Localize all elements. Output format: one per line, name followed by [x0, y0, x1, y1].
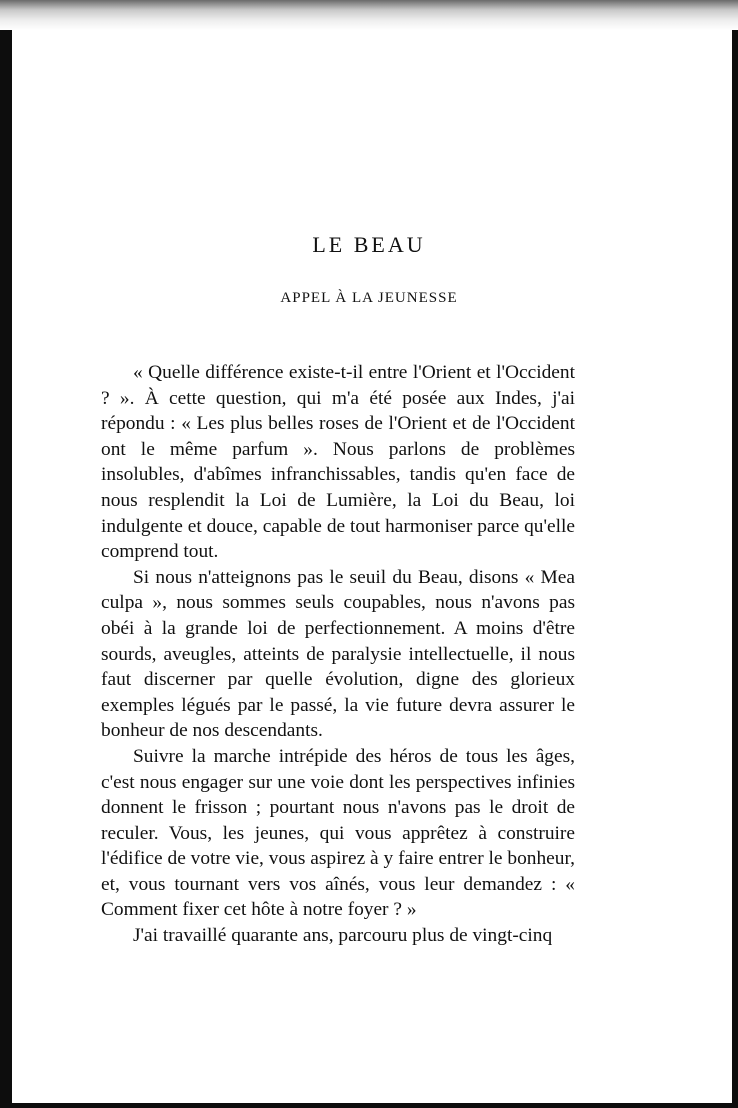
page-subtitle: APPEL À LA JEUNESSE — [280, 290, 458, 306]
scan-top-edge — [0, 0, 738, 30]
paragraph: « Quelle différence existe-t-il entre l'Orient et l'Occident ? ». À cette question, qui m'a été posée aux Indes, j'ai répondu : « Les plus belles roses de l'Orient et de l'Occident ont le même parfum ». Nous parlons de problèmes insolubles, d'abîmes infranchissables, tandis qu'en face de nous resplendit la Loi de Lumière, la Loi du Beau, loi indulgente et douce, capable de tout harmoniser parce qu'elle comprend tout. — [101, 362, 575, 563]
paragraph: J'ai travaillé quarante ans, parcouru plus de vingt-cinq — [133, 925, 553, 947]
body-text — [101, 360, 575, 949]
page-title: LE BEAU — [312, 232, 426, 257]
paragraph: Si nous n'atteignons pas le seuil du Beau, disons « Mea culpa », nous sommes seuls coupables, nous n'avons pas obéi à la grande loi de perfectionnement. A moins d'être sourds, aveugles, atteints de paralysie intellectuelle, il nous faut discerner par quelle évolution, digne des glorieux exemples légués par le passé, la vie future devra assurer le bonheur de nos descendants. — [101, 566, 575, 742]
paragraph: Suivre la marche intrépide des héros de tous les âges, c'est nous engager sur une voie dont les perspectives infinies donnent le frisson ; pourtant nous n'avons pas le droit de reculer. Vous, les jeunes, qui vous apprêtez à construire l'édifice de votre vie, vous aspirez à y faire entrer le bonheur, et, vous tournant vers vos aînés, vous leur demandez : « Comment fixer cet hôte à notre foyer ? » — [101, 745, 575, 921]
